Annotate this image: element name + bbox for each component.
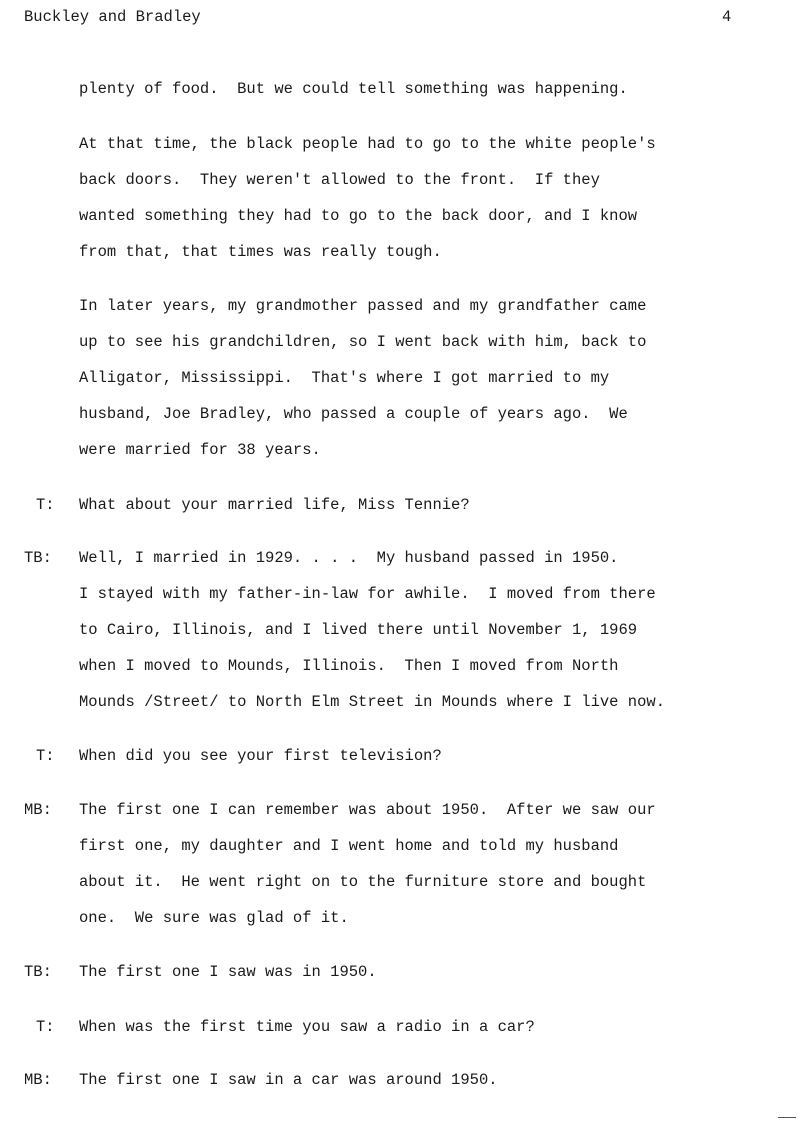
header-authors: Buckley and Bradley	[24, 8, 201, 26]
text-line: What about your married life, Miss Tennie?	[79, 496, 470, 514]
text-line: I stayed with my father-in-law for awhile. I moved from there	[79, 585, 656, 603]
speaker-label: MB:	[24, 801, 52, 819]
speaker-label: TB:	[24, 549, 52, 567]
text-line: about it. He went right on to the furniture store and bought	[79, 873, 647, 891]
text-line: Mounds /Street/ to North Elm Street in Mounds where I live now.	[79, 693, 665, 711]
text-line: wanted something they had to go to the back door, and I know	[79, 207, 638, 225]
page-number: 4	[722, 8, 732, 26]
text-line: Alligator, Mississippi. That's where I got married to my	[79, 369, 610, 387]
speaker-label: T:	[36, 496, 55, 514]
text-line: The first one I saw in a car was around 1950.	[79, 1071, 498, 1089]
text-line: when I moved to Mounds, Illinois. Then I moved from North	[79, 657, 619, 675]
text-line: up to see his grandchildren, so I went back with him, back to	[79, 333, 647, 351]
speaker-label: T:	[36, 1018, 55, 1036]
text-line: When was the first time you saw a radio in a car?	[79, 1018, 535, 1036]
text-line: The first one I saw was in 1950.	[79, 963, 377, 981]
text-line: When did you see your first television?	[79, 747, 442, 765]
text-line: from that, that times was really tough.	[79, 243, 442, 261]
text-line: At that time, the black people had to go to the white people's	[79, 135, 656, 153]
speaker-label: T:	[36, 747, 55, 765]
text-line: back doors. They weren't allowed to the front. If they	[79, 171, 600, 189]
text-line: first one, my daughter and I went home and told my husband	[79, 837, 619, 855]
text-line: one. We sure was glad of it.	[79, 909, 349, 927]
speaker-label: MB:	[24, 1071, 52, 1089]
page-edge-mark	[778, 1117, 796, 1120]
text-line: were married for 38 years.	[79, 441, 321, 459]
text-line: to Cairo, Illinois, and I lived there until November 1, 1969	[79, 621, 638, 639]
text-line: The first one I can remember was about 1950. After we saw our	[79, 801, 656, 819]
speaker-label: TB:	[24, 963, 52, 981]
text-line: plenty of food. But we could tell something was happening.	[79, 80, 628, 98]
text-line: Well, I married in 1929. . . . My husband passed in 1950.	[79, 549, 619, 567]
text-line: husband, Joe Bradley, who passed a couple of years ago. We	[79, 405, 628, 423]
text-line: In later years, my grandmother passed and my grandfather came	[79, 297, 647, 315]
